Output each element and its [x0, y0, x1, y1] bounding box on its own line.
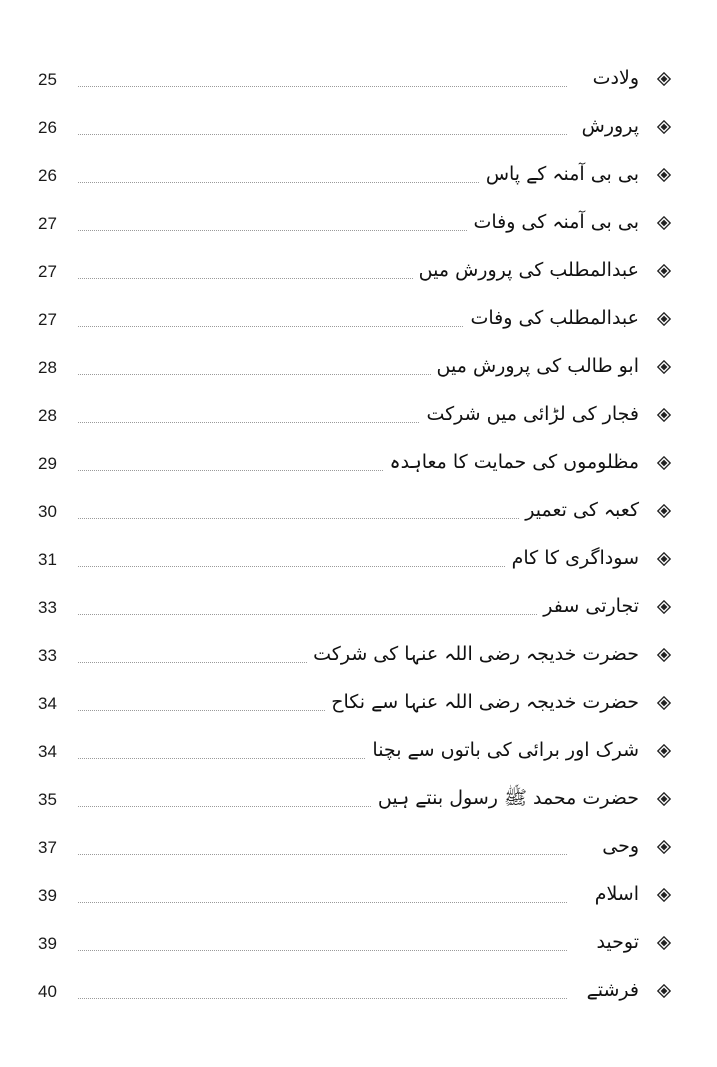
toc-row	[0, 57, 717, 105]
page-number: 37	[38, 838, 57, 857]
ornament-bullet-icon	[657, 552, 671, 566]
toc-entry-title: عبدالمطلب کی پرورش میں	[413, 255, 639, 285]
toc-row	[0, 345, 717, 393]
dot-leader	[78, 518, 567, 519]
toc-entry-title: حضرت خدیجہ رضی اللہ عنہا سے نکاح	[325, 687, 639, 717]
toc-entry-title: بی بی آمنہ کی وفات	[467, 207, 639, 237]
page-number: 27	[38, 262, 57, 281]
dot-leader	[78, 950, 567, 951]
toc-row	[0, 153, 717, 201]
toc-entry-title: حضرت خدیجہ رضی اللہ عنہا کی شرکت	[307, 639, 639, 669]
page-number: 28	[38, 358, 57, 377]
toc-entry-title: شرک اور برائی کی باتوں سے بچنا	[366, 735, 639, 765]
toc-row	[0, 537, 717, 585]
ornament-bullet-icon	[657, 504, 671, 518]
page-number: 40	[38, 982, 57, 1001]
toc-row	[0, 297, 717, 345]
toc-row	[0, 441, 717, 489]
toc-entry-title: سوداگری کا کام	[506, 543, 639, 573]
ornament-bullet-icon	[657, 888, 671, 902]
toc-entry-title: ابو طالب کی پرورش میں	[431, 351, 639, 381]
ornament-bullet-icon	[657, 744, 671, 758]
page-number: 27	[38, 214, 57, 233]
page-number: 27	[38, 310, 57, 329]
dot-leader	[78, 134, 567, 135]
toc-entry-title: توحید	[590, 927, 639, 957]
ornament-bullet-icon	[657, 216, 671, 230]
ornament-bullet-icon	[657, 360, 671, 374]
toc-entry-title: تجارتی سفر	[537, 591, 639, 621]
toc-row	[0, 777, 717, 825]
toc-entry-title: پرورش	[576, 111, 639, 141]
dot-leader	[78, 614, 567, 615]
toc-row	[0, 825, 717, 873]
ornament-bullet-icon	[657, 120, 671, 134]
ornament-bullet-icon	[657, 840, 671, 854]
ornament-bullet-icon	[657, 408, 671, 422]
dot-leader	[78, 86, 567, 87]
page-number: 26	[38, 118, 57, 137]
toc-entry-title: مظلوموں کی حمایت کا معاہدہ	[383, 447, 639, 477]
toc-row	[0, 873, 717, 921]
page-number: 30	[38, 502, 57, 521]
ornament-bullet-icon	[657, 936, 671, 950]
toc-entry-title: عبدالمطلب کی وفات	[464, 303, 639, 333]
page-number: 25	[38, 70, 57, 89]
ornament-bullet-icon	[657, 792, 671, 806]
toc-row	[0, 489, 717, 537]
toc-entry-title: اسلام	[589, 879, 639, 909]
toc-entry-title: فرشتے	[581, 975, 639, 1005]
toc-row	[0, 585, 717, 633]
dot-leader	[78, 998, 567, 999]
dot-leader	[78, 902, 567, 903]
dot-leader	[78, 854, 567, 855]
page-number: 28	[38, 406, 57, 425]
toc-entry-title: حضرت محمد ﷺ رسول بنتے ہیں	[372, 783, 639, 813]
dot-leader	[78, 566, 567, 567]
page-number: 34	[38, 742, 57, 761]
toc-entry-title: فجار کی لڑائی میں شرکت	[420, 399, 639, 429]
toc-entry-title: بی بی آمنہ کے پاس	[480, 159, 639, 189]
toc-row	[0, 681, 717, 729]
toc-entry-title: وحی	[596, 831, 639, 861]
page-number: 39	[38, 886, 57, 905]
page-number: 26	[38, 166, 57, 185]
page-number: 33	[38, 598, 57, 617]
ornament-bullet-icon	[657, 648, 671, 662]
toc-row	[0, 729, 717, 777]
page-number: 29	[38, 454, 57, 473]
ornament-bullet-icon	[657, 264, 671, 278]
ornament-bullet-icon	[657, 984, 671, 998]
ornament-bullet-icon	[657, 600, 671, 614]
toc-entry-title: کعبہ کی تعمیر	[519, 495, 639, 525]
ornament-bullet-icon	[657, 72, 671, 86]
toc-row	[0, 201, 717, 249]
page-number: 35	[38, 790, 57, 809]
table-of-contents	[0, 57, 717, 1017]
page-number: 31	[38, 550, 57, 569]
ornament-bullet-icon	[657, 456, 671, 470]
toc-row	[0, 969, 717, 1017]
page-number: 33	[38, 646, 57, 665]
page-number: 39	[38, 934, 57, 953]
toc-row	[0, 633, 717, 681]
toc-row	[0, 921, 717, 969]
ornament-bullet-icon	[657, 312, 671, 326]
toc-entry-title: ولادت	[587, 63, 639, 93]
toc-row	[0, 105, 717, 153]
ornament-bullet-icon	[657, 168, 671, 182]
ornament-bullet-icon	[657, 696, 671, 710]
toc-row	[0, 393, 717, 441]
toc-row	[0, 249, 717, 297]
page-number: 34	[38, 694, 57, 713]
